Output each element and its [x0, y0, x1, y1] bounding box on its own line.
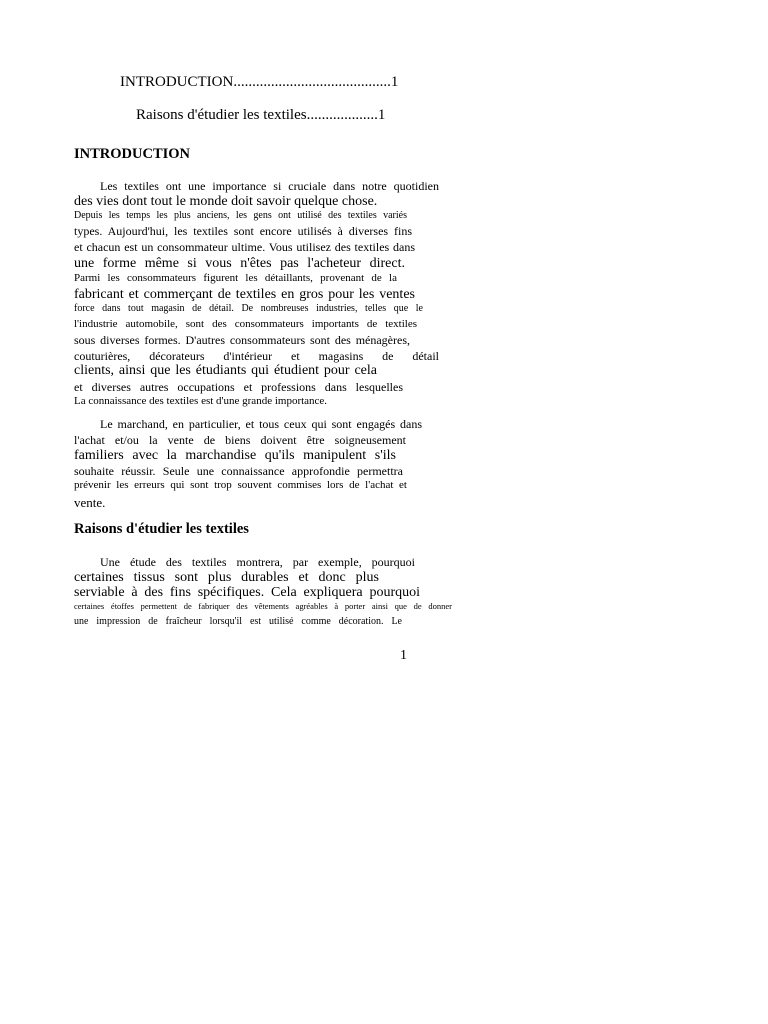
text-line: vente.: [74, 495, 106, 510]
text-line: fabricant et commerçant de textiles en gros pour les ventes: [74, 287, 415, 302]
text-line: Les textiles ont une importance si cruciale dans notre quotidien: [100, 179, 439, 193]
text-line: et diverses autres occupations et professions dans lesquelles: [74, 380, 403, 394]
text-line: clients, ainsi que les étudiants qui étudient pour cela: [74, 363, 377, 378]
text-line: certaines tissus sont plus durables et donc plus: [74, 570, 379, 585]
text-line: prévenir les erreurs qui sont trop souvent commises lors de l'achat et: [74, 479, 407, 491]
text-line: certaines étoffes permettent de fabriquer des vêtements agréables à porter ainsi que de donner: [74, 601, 452, 611]
text-line: couturières, décorateurs d'intérieur et magasins de détail: [74, 349, 439, 363]
text-line: Le marchand, en particulier, et tous ceux qui sont engagés dans: [100, 417, 422, 431]
text-line: types. Aujourd'hui, les textiles sont encore utilisés à diverses fins: [74, 224, 412, 238]
text-line: l'achat et/ou la vente de biens doivent être soigneusement: [74, 433, 406, 447]
text-line: l'industrie automobile, sont des consommateurs importants de textiles: [74, 318, 417, 330]
text-line: des vies dont tout le monde doit savoir quelque chose.: [74, 194, 378, 209]
text-line: sous diverses formes. D'autres consommateurs sont des ménagères,: [74, 333, 410, 347]
text-line: Une étude des textiles montrera, par exemple, pourquoi: [100, 555, 415, 569]
page-number: 1: [400, 648, 407, 663]
text-line: Depuis les temps les plus anciens, les gens ont utilisé des textiles variés: [74, 210, 407, 221]
section-heading-raisons: Raisons d'étudier les textiles: [74, 521, 249, 537]
toc-entry-raisons[interactable]: Raisons d'étudier les textiles...................1: [136, 107, 386, 123]
text-line: et chacun est un consommateur ultime. Vous utilisez des textiles dans: [74, 240, 415, 254]
text-line: souhaite réussir. Seule une connaissance approfondie permettra: [74, 464, 403, 478]
text-line: serviable à des fins spécifiques. Cela expliquera pourquoi: [74, 585, 420, 600]
text-line: La connaissance des textiles est d'une grande importance.: [74, 395, 328, 407]
text-line: Parmi les consommateurs figurent les détaillants, provenant de la: [74, 272, 397, 284]
text-line: une forme même si vous n'êtes pas l'acheteur direct.: [74, 256, 405, 271]
text-line: force dans tout magasin de détail. De nombreuses industries, telles que le: [74, 303, 423, 314]
section-heading-introduction: INTRODUCTION: [74, 146, 191, 162]
text-line: une impression de fraîcheur lorsqu'il est utilisé comme décoration. Le: [74, 616, 402, 627]
toc-entry-introduction[interactable]: INTRODUCTION..........................................1: [120, 74, 399, 90]
text-line: familiers avec la marchandise qu'ils manipulent s'ils: [74, 448, 396, 463]
